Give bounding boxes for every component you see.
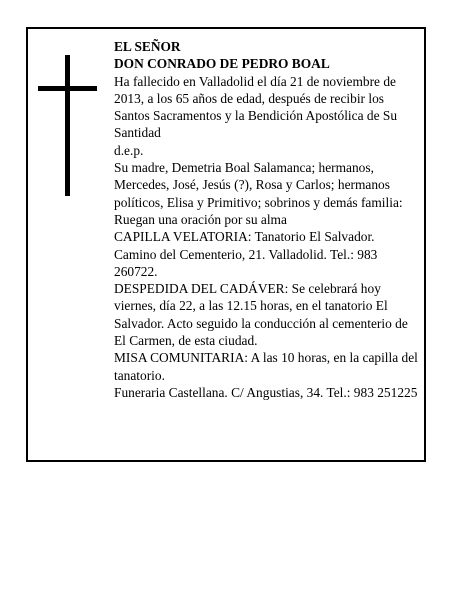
prayer-request: Ruegan una oración por su alma <box>114 211 287 227</box>
family-list: Su madre, Demetria Boal Salamanca; hermanos, Mercedes, José, Jesús (?), Rosa y Carlos; hermanos políticos, Elisa y Primitivo; sobrinos y demás familia: <box>114 160 403 210</box>
funeral-home: Funeraria Castellana. C/ Angustias, 34. Tel.: 983 251225 <box>114 384 418 400</box>
funeral-farewell: DESPEDIDA DEL CADÁVER: Se celebrará hoy viernes, día 22, a las 12.15 horas, en el tanatorio El Salvador. Acto seguido la conducción al cementerio de El Carmen, de esta ciudad. <box>114 281 408 349</box>
obituary-text <box>114 38 420 401</box>
cross-icon <box>65 55 70 196</box>
cross-icon-crossbar <box>38 86 97 91</box>
community-mass: MISA COMUNITARIA: A las 10 horas, en la capilla del tanatorio. <box>114 350 418 383</box>
wake-location: CAPILLA VELATORIA: Tanatorio El Salvador. Camino del Cementerio, 21. Valladolid. Tel.: 983 260722. <box>114 229 378 279</box>
deceased-name: DON CONRADO DE PEDRO BOAL <box>114 56 330 72</box>
death-announcement: Ha fallecido en Valladolid el día 21 de noviembre de 2013, a los 65 años de edad, después de recibir los Santos Sacramentos y la Bendición Apostólica de Su Santidad <box>114 73 398 141</box>
rip-abbreviation: d.e.p. <box>114 142 144 158</box>
title-line-1: EL SEÑOR <box>114 39 181 54</box>
